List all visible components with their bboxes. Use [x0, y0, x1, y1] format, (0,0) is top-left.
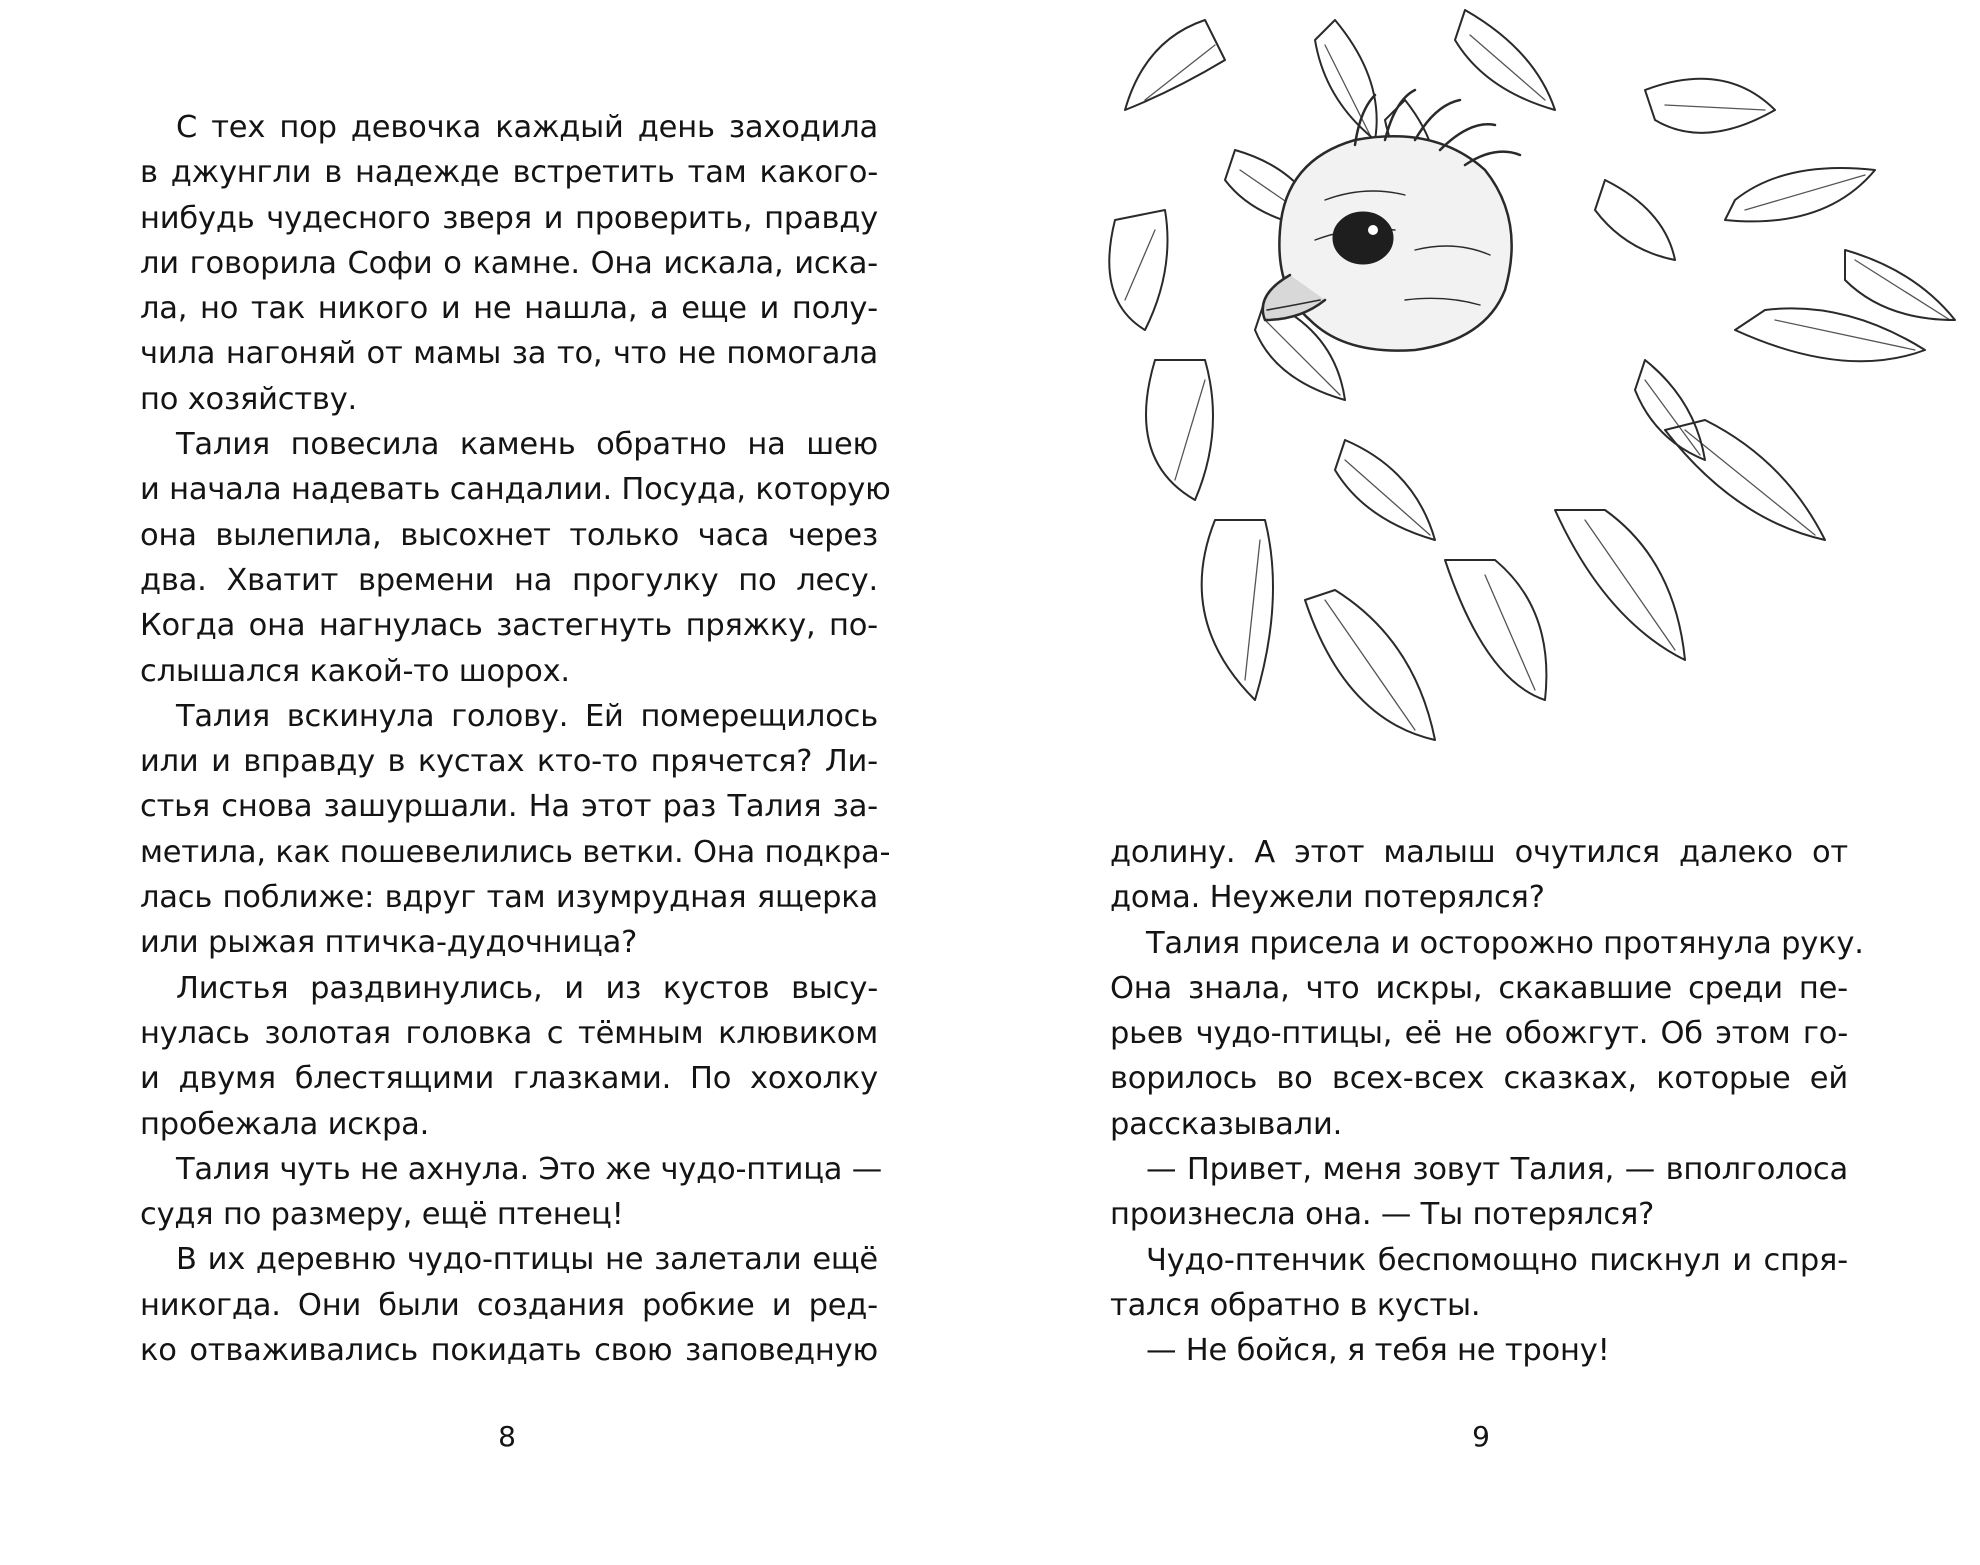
text-line: лась поближе: вдруг там изумрудная ящерка [140, 880, 878, 916]
text-line: судя по размеру, ещё птенец! [140, 1197, 624, 1233]
left-page-number: 8 [498, 1420, 516, 1453]
right-page-text [1110, 830, 1864, 1374]
text-line: — Не бойся, я тебя не трону! [1146, 1333, 1610, 1369]
text-line: ла, но так никого и не нашла, а еще и полу- [140, 291, 878, 327]
text-line: рассказывали. [1110, 1106, 1343, 1142]
text-line: Листья раздвинулись, и из кустов высу- [176, 970, 878, 1006]
text-line: Талия чуть не ахнула. Это же чудо-птица — [176, 1151, 883, 1187]
text-line: нибудь чудесного зверя и проверить, правду [140, 200, 878, 236]
text-line: она вылепила, высохнет только часа через [140, 517, 878, 553]
text-line: и начала надевать сандалии. Посуда, которую [140, 472, 891, 508]
text-line: Талия вскинула голову. Ей померещилось [176, 698, 878, 734]
text-line: Талия повесила камень обратно на шею [176, 427, 878, 463]
text-line: В их деревню чудо-птицы не залетали ещё [176, 1242, 878, 1278]
right-page-number: 9 [1472, 1420, 1490, 1453]
text-line: чила нагоняй от мамы за то, что не помогала [140, 336, 878, 372]
text-line: Когда она нагнулась застегнуть пряжку, по- [140, 608, 878, 644]
text-line: или и вправду в кустах кто-то прячется? Ли- [140, 744, 878, 780]
text-line: рьев чудо-птицы, её не обожгут. Об этом го- [1110, 1016, 1848, 1052]
text-line: нулась золотая головка с тёмным клювиком [140, 1015, 878, 1051]
text-line: дома. Неужели потерялся? [1110, 880, 1545, 916]
text-line: Она знала, что искры, скакавшие среди пе- [1110, 970, 1848, 1006]
text-line: никогда. Они были создания робкие и ред- [140, 1287, 878, 1323]
text-line: метила, как пошевелились ветки. Она подкра- [140, 834, 891, 870]
leaf-shapes [1109, 10, 1955, 740]
text-line: пробежала искра. [140, 1106, 430, 1142]
bird-in-leaves-illustration [1085, 0, 1980, 800]
bird-eye [1333, 212, 1393, 264]
text-line: ворилось во всех-всех сказках, которые ей [1110, 1061, 1848, 1097]
left-page-text [140, 105, 891, 1373]
text-line: стья снова зашуршали. На этот раз Талия за- [140, 789, 878, 825]
text-line: в джунгли в надежде встретить там какого- [140, 155, 878, 191]
text-line: С тех пор девочка каждый день заходила [176, 110, 878, 145]
leaf-veins [1125, 35, 1950, 730]
bird-head [1263, 90, 1520, 351]
text-line: по хозяйству. [140, 381, 358, 417]
text-line: и двумя блестящими глазками. По хохолку [140, 1061, 878, 1097]
text-line: ко отваживались покидать свою заповедную [140, 1333, 878, 1369]
text-line: слышался какой-то шорох. [140, 653, 570, 689]
text-line: долину. А этот малыш очутился далеко от [1110, 835, 1848, 870]
text-line: тался обратно в кусты. [1110, 1287, 1481, 1323]
text-line: Чудо-птенчик беспомощно пискнул и спря- [1146, 1242, 1848, 1278]
text-line: произнесла она. — Ты потерялся? [1110, 1197, 1655, 1233]
text-line: два. Хватит времени на прогулку по лесу. [140, 562, 878, 598]
text-line: Талия присела и осторожно протянула руку. [1146, 925, 1864, 961]
text-line: ли говорила Софи о камне. Она искала, иска- [140, 245, 878, 281]
text-line: или рыжая птичка-дудочница? [140, 925, 638, 961]
text-line: — Привет, меня зовут Талия, — вполголоса [1146, 1152, 1848, 1188]
